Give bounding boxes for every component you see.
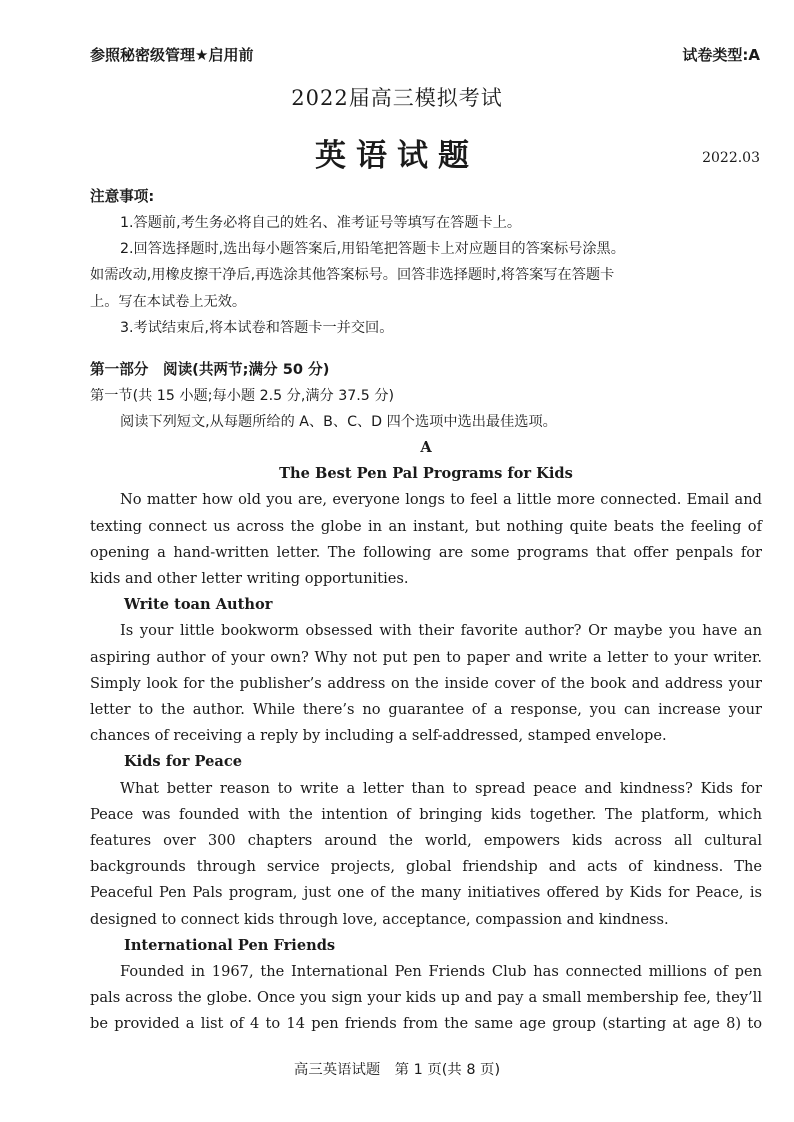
page-footer: 高三英语试题 第 1 页(共 8 页): [293, 1062, 501, 1078]
passage-line: chances of receiving a reply by including a self-addressed, stamped envelope.: [90, 727, 667, 745]
passage-line: opening a hand-written letter. The following are some programs that offer penpals for: [90, 543, 762, 561]
note-item: 3.考试结束后,将本试卷和答题卡一并交回。: [120, 319, 394, 336]
paper-type-label: 试卷类型:A: [682, 46, 760, 64]
section-instruction: 阅读下列短文,从每题所给的 A、B、C、D 四个选项中选出最佳选项。: [120, 414, 557, 431]
passage-line: aspiring author of your own? Why not put pen to paper and write a letter to your writer.: [90, 648, 762, 666]
part-heading: 第一部分 阅读(共两节;满分 50 分): [90, 361, 330, 379]
subsection-title: Write toan Author: [124, 596, 273, 614]
section-heading: 第一节(共 15 小题;每小题 2.5 分,满分 37.5 分): [90, 388, 395, 405]
passage-line: be provided a list of 4 to 14 pen friends from the same age group (starting at age 8) to: [90, 1015, 762, 1033]
passage-line: texting connect us across the globe in an instant, but nothing quite beats the feeling of: [90, 517, 762, 535]
note-item: 上。写在本试卷上无效。: [90, 293, 247, 310]
passage-line: pals across the globe. Once you sign your kids up and pay a small membership fee, they’ll: [90, 989, 762, 1007]
subject-title: 英语试题: [315, 138, 479, 174]
passage-line: letter to the author. While there’s no guarantee of a response, you can increase your: [90, 701, 762, 719]
passage-line: Peace was founded with the intention of bringing kids together. The platform, which: [90, 805, 762, 823]
passage-line: Peaceful Pen Pals program, just one of the many initiatives offered by Kids for Peace, is: [90, 884, 762, 902]
confidentiality-label: 参照秘密级管理★启用前: [90, 46, 254, 64]
exam-date: 2022.03: [702, 150, 760, 166]
passage-line: features over 300 chapters around the world, empowers kids across all cultural: [90, 832, 762, 850]
note-item: 如需改动,用橡皮擦干净后,再选涂其他答案标号。回答非选择题时,将答案写在答题卡: [90, 267, 615, 284]
passage-line: No matter how old you are, everyone longs to feel a little more connected. Email and: [120, 491, 762, 509]
passage-line: Simply look for the publisher’s address on the inside cover of the book and address your: [90, 674, 762, 692]
passage-line: Founded in 1967, the International Pen Friends Club has connected millions of pen: [120, 963, 762, 981]
subsection-title: International Pen Friends: [124, 936, 336, 954]
page-body: [90, 184, 762, 1038]
passage-label: A: [420, 439, 432, 457]
passage-line: kids and other letter writing opportunities.: [90, 570, 409, 588]
passage-line: designed to connect kids through love, acceptance, compassion and kindness.: [90, 910, 669, 928]
note-item: 2.回答选择题时,选出每小题答案后,用铅笔把答题卡上对应题目的答案标号涂黑。: [120, 241, 625, 258]
note-item: 1.答题前,考生务必将自己的姓名、准考证号等填写在答题卡上。: [120, 215, 522, 231]
notes-heading: 注意事项:: [90, 188, 155, 205]
passage-title: The Best Pen Pal Programs for Kids: [279, 465, 573, 483]
passage-line: Is your little bookworm obsessed with their favorite author? Or maybe you have an: [120, 622, 762, 640]
passage-line: What better reason to write a letter than to spread peace and kindness? Kids for: [120, 779, 762, 797]
subsection-title: Kids for Peace: [124, 753, 243, 771]
passage-line: backgrounds through service projects, global friendship and acts of kindness. The: [90, 858, 762, 876]
exam-title: 2022届高三模拟考试: [291, 86, 503, 110]
